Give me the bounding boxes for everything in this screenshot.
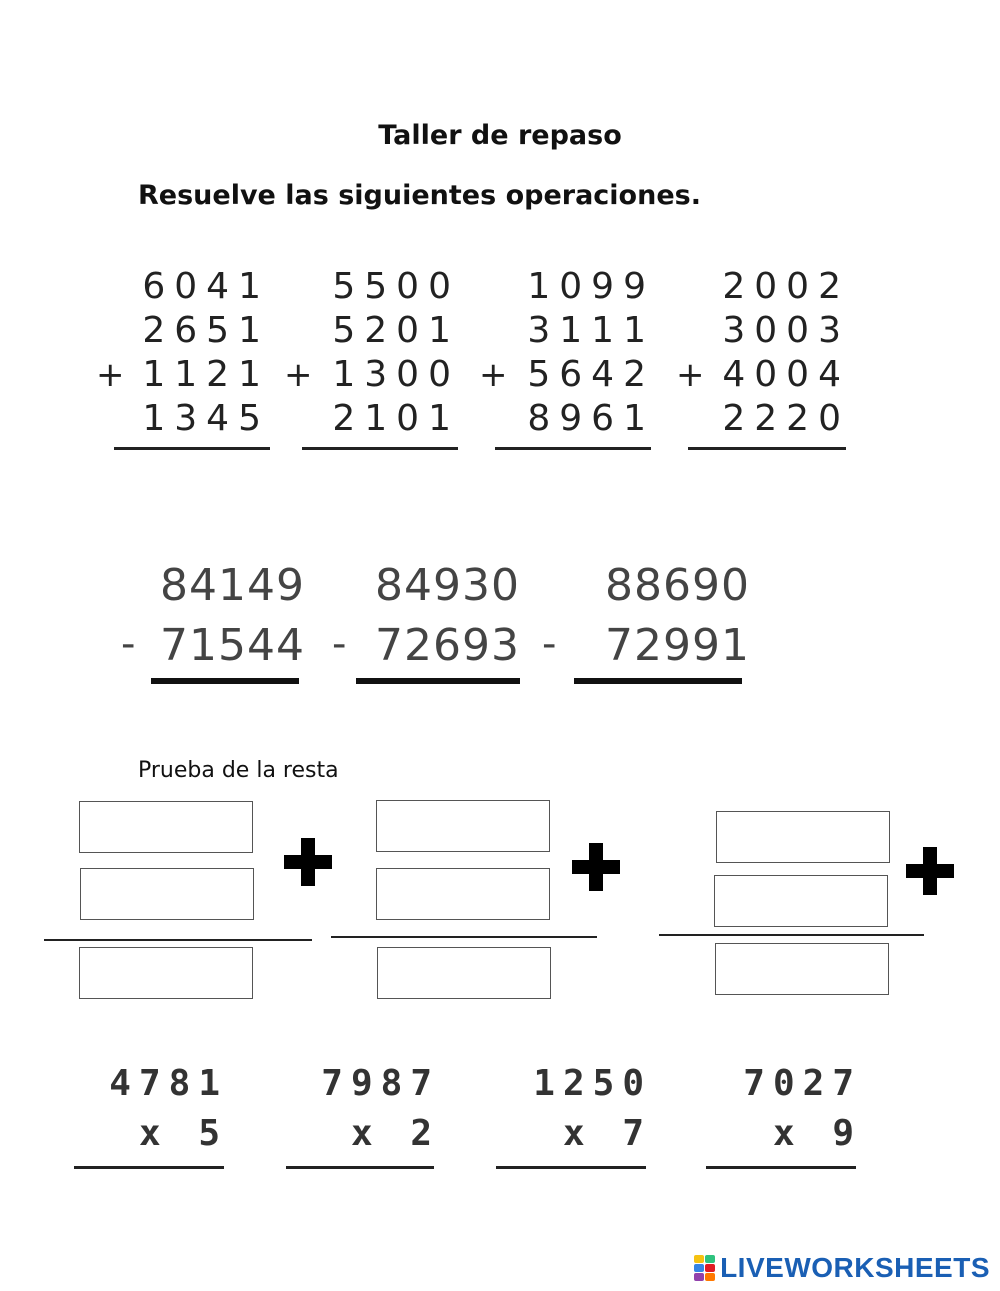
subtrahend: 72991 [605,620,750,671]
multiplicand: 7987 [321,1063,440,1104]
proof-line [659,934,924,936]
multiplication-problem [280,1062,440,1182]
addend-2: 2651 [142,310,270,351]
plus-operator: + [96,355,125,395]
addend-1: 2002 [722,266,850,307]
multiplier: x 9 [772,1113,862,1154]
addend-2: 5201 [332,310,460,351]
answer-box[interactable] [377,947,551,999]
multiplicand: 4781 [109,1063,228,1104]
addend-3: 1121 [142,354,270,395]
brand-name: LIVEWORKSHEETS [720,1252,990,1283]
addend-1: 1099 [527,266,655,307]
minus-operator: - [121,621,136,667]
multiplier: x 7 [562,1113,652,1154]
proof-line [44,939,312,941]
sum-line [688,447,846,450]
minuend: 88690 [605,560,750,611]
multiplication-problem [702,1062,862,1182]
addend-1: 6041 [142,266,270,307]
answer-box[interactable] [716,811,890,863]
difference-line [151,678,299,684]
addend-4: 2101 [332,398,460,439]
answer-box[interactable] [715,943,889,995]
product-line [706,1166,856,1169]
sum-line [302,447,458,450]
product-line [74,1166,224,1169]
minuend: 84149 [160,560,305,611]
multiplier: x 5 [138,1113,228,1154]
page-title: Taller de repaso [378,120,622,151]
minuend: 84930 [375,560,520,611]
addend-4: 1345 [142,398,270,439]
plus-icon [284,838,332,886]
liveworksheets-brand [694,1252,990,1284]
sum-line [114,447,270,450]
multiplicand: 1250 [533,1063,652,1104]
addend-3: 4004 [722,354,850,395]
addend-1: 5500 [332,266,460,307]
answer-box[interactable] [376,868,550,920]
answer-box[interactable] [79,947,253,999]
plus-icon [572,843,620,891]
proof-label: Prueba de la resta [138,758,339,783]
answer-box[interactable] [79,801,253,853]
addition-problem [260,265,460,455]
subtraction-problem [320,560,520,690]
addend-4: 2220 [722,398,850,439]
difference-line [574,678,742,684]
sum-line [495,447,651,450]
addend-4: 8961 [527,398,655,439]
subtrahend: 72693 [375,620,520,671]
answer-box[interactable] [376,800,550,852]
addend-3: 5642 [527,354,655,395]
addend-2: 3003 [722,310,850,351]
proof-line [331,936,597,938]
product-line [286,1166,434,1169]
addend-2: 3111 [527,310,655,351]
minus-operator: - [542,621,557,667]
subtraction-problem [105,560,305,690]
instruction-text: Resuelve las siguientes operaciones. [138,180,701,211]
answer-box[interactable] [80,868,254,920]
plus-operator: + [284,355,313,395]
liveworksheets-logo-icon [694,1255,716,1281]
addition-problem [70,265,270,455]
addition-problem [650,265,850,455]
multiplication-problem [492,1062,652,1182]
subtraction-problem [542,560,750,690]
multiplicand: 7027 [743,1063,862,1104]
minus-operator: - [332,621,347,667]
multiplication-problem [68,1062,228,1182]
answer-box[interactable] [714,875,888,927]
product-line [496,1166,646,1169]
addition-problem [455,265,655,455]
addend-3: 1300 [332,354,460,395]
plus-operator: + [676,355,705,395]
plus-icon [906,847,954,895]
difference-line [356,678,520,684]
multiplier: x 2 [350,1113,440,1154]
plus-operator: + [479,355,508,395]
subtrahend: 71544 [160,620,305,671]
